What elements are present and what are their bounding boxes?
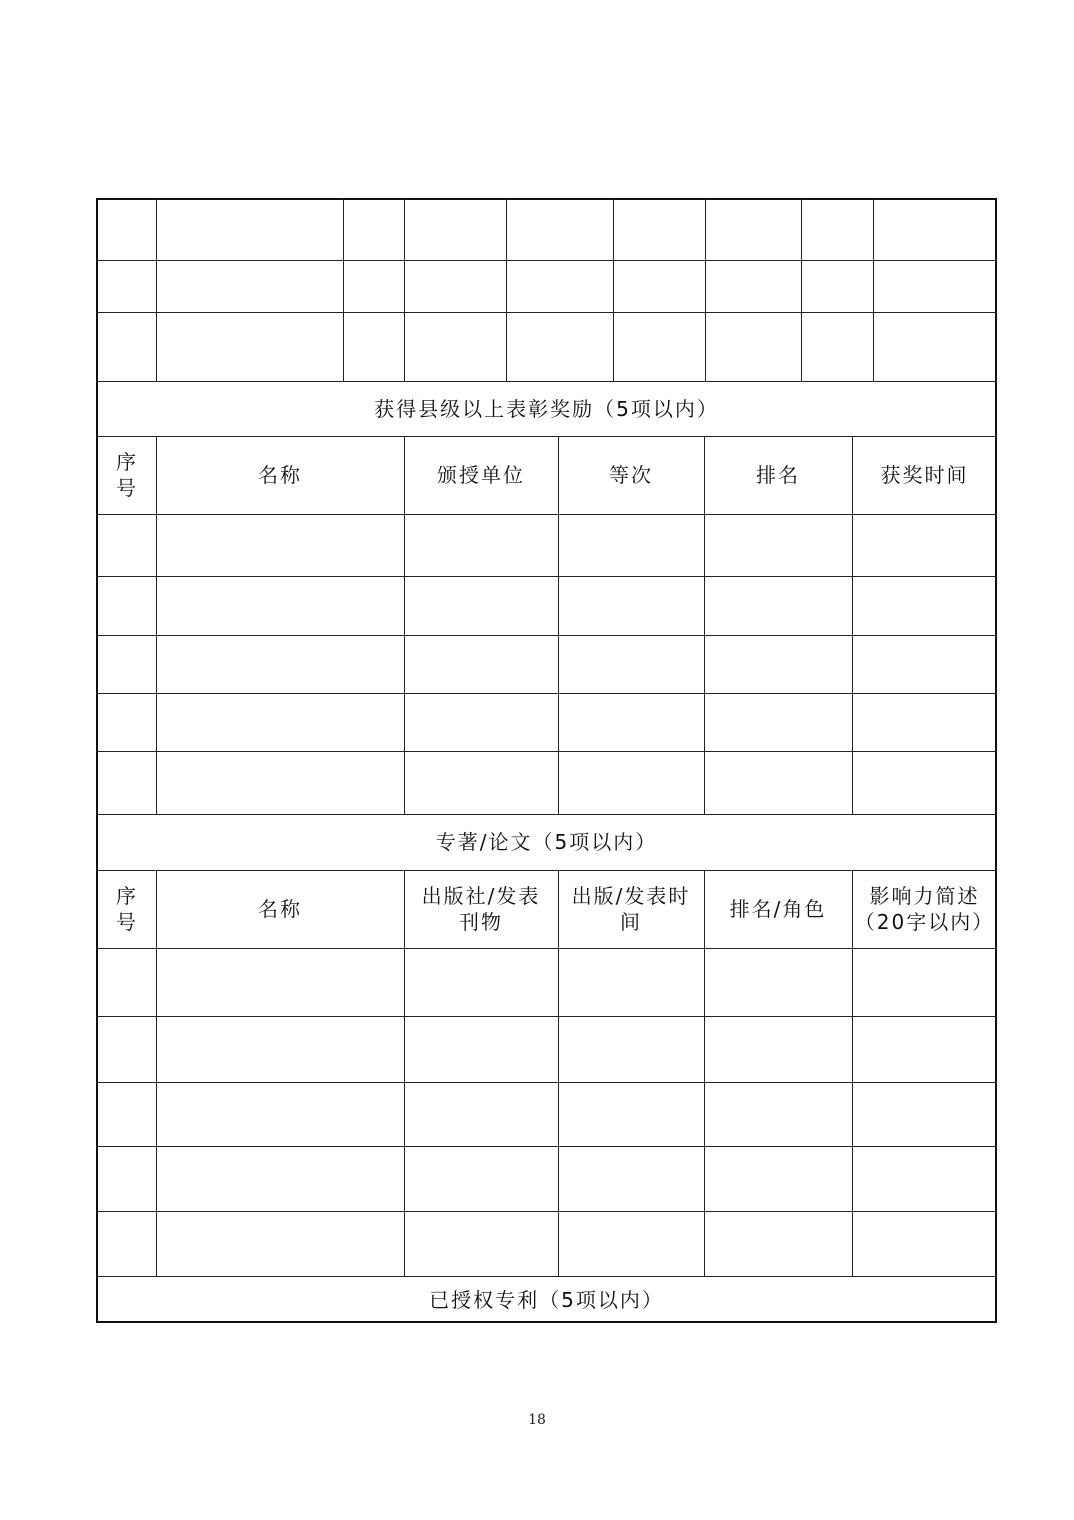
column-divider — [343, 198, 344, 381]
row-divider — [96, 948, 997, 949]
awards-header-grade: 等次 — [609, 463, 653, 487]
papers-header-name: 名称 — [258, 897, 302, 921]
row-divider — [96, 576, 997, 577]
document-table — [96, 198, 997, 1323]
column-divider — [506, 198, 507, 381]
column-divider — [801, 198, 802, 381]
awards-header-index: 序 号 — [116, 450, 136, 500]
patents-section-title — [96, 1276, 997, 1323]
patents-section-title-text: 已授权专利（5项以内） — [429, 1287, 664, 1312]
papers-header-publish-date: 出版/发表时 间 — [571, 884, 691, 934]
row-divider — [96, 1082, 997, 1083]
row-divider — [96, 751, 997, 752]
awards-section-title-text: 获得县级以上表彰奖励（5项以内） — [374, 396, 719, 421]
page-number: 18 — [528, 1412, 546, 1428]
papers-header-index: 序 号 — [116, 884, 136, 934]
awards-header-name: 名称 — [258, 463, 302, 487]
row-divider — [96, 1146, 997, 1147]
papers-header-publisher: 出版社/发表 刊物 — [421, 884, 541, 934]
row-divider — [96, 1016, 997, 1017]
row-divider — [96, 312, 997, 313]
papers-header-rank-role: 排名/角色 — [729, 897, 827, 921]
awards-header-date: 获奖时间 — [880, 463, 969, 487]
row-divider — [96, 635, 997, 636]
column-divider — [156, 198, 157, 381]
column-divider — [705, 198, 706, 381]
column-divider — [873, 198, 874, 381]
row-divider — [96, 514, 997, 515]
row-divider — [96, 260, 997, 261]
papers-header-impact: 影响力简述 （20字以内） — [854, 884, 995, 934]
row-divider — [96, 1211, 997, 1212]
row-divider — [96, 693, 997, 694]
column-divider — [613, 198, 614, 381]
papers-section-title — [96, 814, 997, 870]
awards-header-rank: 排名 — [756, 463, 800, 487]
table-frame — [96, 198, 997, 1323]
papers-section-title-text: 专著/论文（5项以内） — [435, 830, 658, 854]
awards-header-issuer: 颁授单位 — [437, 463, 525, 487]
awards-section-title — [96, 381, 997, 436]
column-divider — [404, 198, 405, 381]
